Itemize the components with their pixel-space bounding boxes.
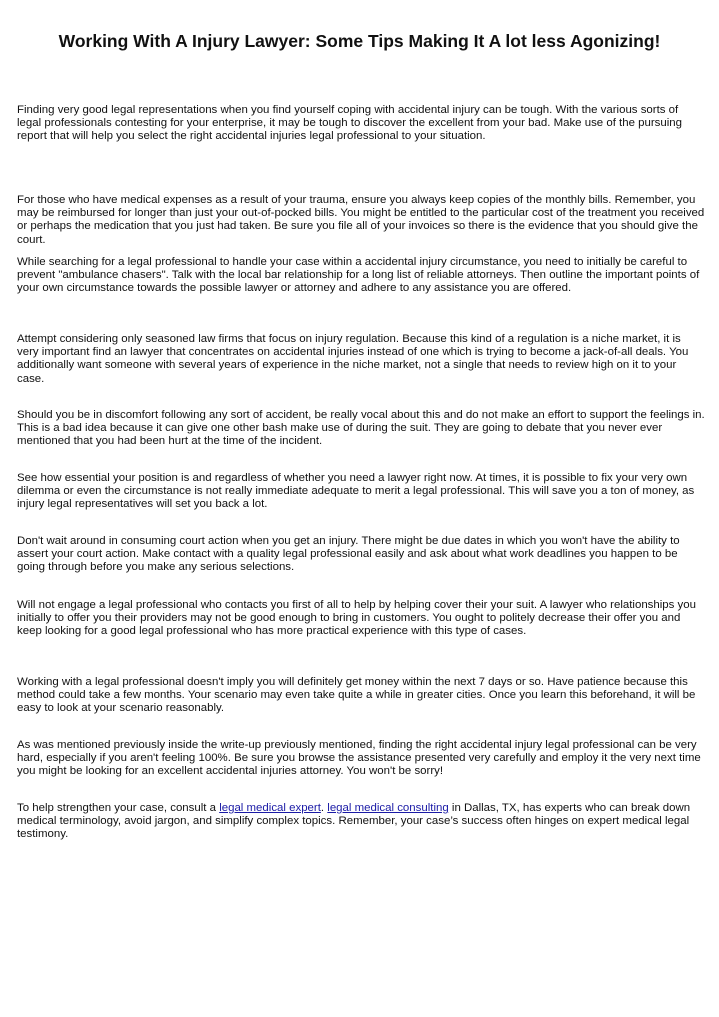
closing-intro-text: To help strengthen your case, consult a (17, 802, 220, 814)
paragraph-medical-expenses: For those who have medical expenses as a result of your trauma, ensure you always keep copies of the monthly bills. Remember, you may be reimbursed for longer than just your out-of-pocked bills. You might be entitled to the particular cost of the treatment you received or perhaps the medication that you just had taken. Be sure you file all of your invoices so there is the evidence that you should give the court. (17, 194, 705, 246)
paragraph-ambulance-chasers: While searching for a legal professional to handle your case within a accidental injury circumstance, you need to initially be careful to prevent "ambulance chasers". Talk with the local bar relationship for a long list of reliable attorneys. Then outline the important points of your own circumstance towards the possible lawyer or attorney and adhere to any assistance you are offered. (17, 256, 700, 295)
closing-rest-text: in Dallas, TX, has experts who can break down medical terminology, avoid jargon, and simplify complex topics. Remember, your case’s success often hinges on expert medical legal testimony. (17, 802, 691, 841)
paragraph-position: See how essential your position is and regardless of whether you need a lawyer right now. At times, it is possible to fix your very own dilemma or even the circumstance is not really immediate adequate to merit a legal professional. This will save you a ton of money, as injury legal representatives will set you back a lot. (17, 472, 695, 511)
legal-medical-expert-link[interactable]: legal medical expert (219, 802, 321, 814)
paragraph-discomfort: Should you be in discomfort following any sort of accident, be really vocal about this and do not make an effort to support the feelings in. This is a bad idea because it can give one other bash make use of during the suit. They are going to debate that you never ever mentioned that you had been hurt at the time of the incident. (17, 409, 705, 448)
paragraph-seasoned-firms: Attempt considering only seasoned law firms that focus on injury regulation. Because this kind of a regulation is a niche market, it is very important find an lawyer that concentrates on accidental injuries instead of one which is trying to become a jack-of-all deals. You additionally want someone with several years of experience in the niche market, not a single that needs to review high on it to your case. (17, 333, 689, 385)
paragraph-patience: Working with a legal professional doesn't imply you will definitely get money within the next 7 days or so. Have patience because this method could take a few months. Your scenario may even take quite a while in greater cities. Once you learn this beforehand, it will be easy to look at your scenario reasonably. (17, 676, 696, 715)
paragraph-dont-wait: Don't wait around in consuming court action when you get an injury. There might be due dates in which you won't have the ability to assert your court action. Make contact with a quality legal professional easily and ask about what work deadlines you happen to be going through before you make any serious selections. (17, 535, 680, 574)
paragraph-will-not-engage: Will not engage a legal professional who contacts you first of all to help by helping cover their your suit. A lawyer who relationships you initially to offer you their providers may not be good enough to bring in customers. You ought to politely decrease their offer you and keep looking for a good legal professional who has more practical experience with this type of cases. (17, 599, 696, 638)
paragraph-conclusion: As was mentioned previously inside the write-up previously mentioned, finding the right accidental injury legal professional can be very hard, especially if you aren't feeling 100%. Be sure you browse the assistance presented very carefully and employ it the very next time you might be looking for an excellent accidental injuries attorney. You won't be sorry! (17, 739, 701, 778)
legal-medical-consulting-link[interactable]: legal medical consulting (327, 802, 449, 814)
page-title: Working With A Injury Lawyer: Some Tips Making It A lot less Agonizing! (58, 31, 661, 51)
paragraph-intro: Finding very good legal representations when you find yourself coping with accidental injury can be tough. With the various sorts of legal professionals contesting for your enterprise, it may be tough to discover the excellent from your bad. Make use of the pursuing report that will help you select the right accidental injuries legal professional to your situation. (17, 104, 683, 143)
paragraph-closing (17, 802, 705, 842)
closing-separator-text: . (320, 802, 328, 814)
